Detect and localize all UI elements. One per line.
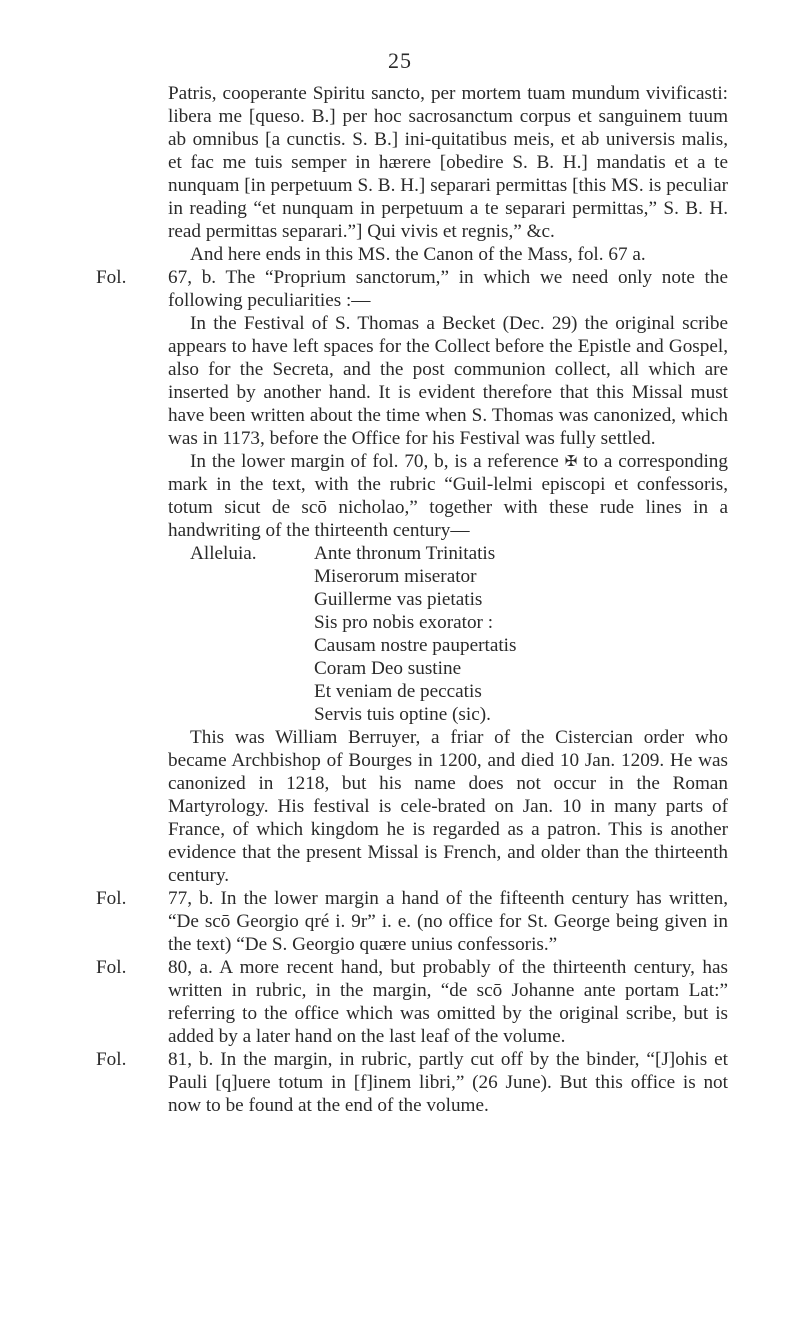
verse-line: Guillerme vas pietatis: [314, 589, 483, 610]
cross-mark-icon: ✠: [564, 452, 578, 470]
page-number: 25: [388, 48, 412, 73]
body-text: [96, 82, 728, 1117]
verse-line: Miserorum miserator: [314, 566, 477, 587]
paragraph-fol-81b: [96, 1048, 728, 1117]
margin-folio-label: Fol.: [96, 267, 127, 288]
paragraph-text: 80, a. A more recent hand, but probably of the thirteenth century, has written in rubric, in the margin, “de scō Johanne ante portam Lat:” referring to the office which was omitted by the original scribe, but is added by a later hand on the last leaf of the volume.: [168, 957, 728, 1047]
margin-folio-label: Fol.: [96, 957, 127, 978]
margin-folio-label: Fol.: [96, 1049, 127, 1070]
verse-line: Causam nostre paupertatis: [314, 635, 517, 656]
verse-line: [168, 542, 728, 565]
paragraph-text: In the Festival of S. Thomas a Becket (Dec. 29) the original scribe appears to have left spaces for the Collect before the Epistle and Gospel, also for the Secreta, and the post communion collect, all which are inserted by another hand. It is evident therefore that this Missal must have been written about the time when S. Thomas was canonized, which was in 1173, before the Office for his Festival was fully settled.: [168, 313, 728, 449]
paragraph-text: This was William Berruyer, a friar of the Cistercian order who became Archbishop of Bourges in 1200, and died 10 Jan. 1209. He was canonized in 1218, but his name does not occur in the Roman Martyrology. His festival is cele-brated on Jan. 10 in many parts of France, of which kingdom he is regarded as a patron. This is another evidence that the present Missal is French, and older than the thirteenth century.: [168, 727, 728, 886]
paragraph-text-after-mark: to a corresponding mark in the text, with the rubric “Guil-lelmi episcopi et confessoris, totum sicut de scō nicholao,” together with these rude lines in a handwriting of the thirteenth century—: [168, 451, 728, 541]
verse-line: Coram Deo sustine: [314, 658, 462, 679]
paragraph-reference-mark: [168, 450, 728, 542]
paragraph-text: 77, b. In the lower margin a hand of the fifteenth century has written, “De scō Georgio qré i. 9r” i. e. (no office for St. George being given in the text) “De S. Georgio quære unius confessoris.”: [168, 888, 728, 955]
paragraph-fol-77b: [96, 887, 728, 956]
paragraph-text: [168, 450, 728, 542]
paragraph-text: 81, b. In the margin, in rubric, partly cut off by the binder, “[J]ohis et Pauli [q]uere totum in [f]inem libri,” (26 June). But this office is not now to be found at the end of the volume.: [168, 1049, 728, 1116]
paragraph-william-berruyer: [168, 726, 728, 887]
verse-line: Et veniam de peccatis: [314, 681, 482, 702]
paragraph-text: And here ends in this MS. the Canon of the Mass, fol. 67 a.: [190, 244, 646, 265]
verse-line: Sis pro nobis exorator :: [314, 612, 494, 633]
paragraph-thomas-becket: [168, 312, 728, 450]
paragraph-fol-67b: [96, 266, 728, 312]
verse-line-text: Ante thronum Trinitatis: [314, 543, 496, 564]
paragraph-text: 67, b. The “Proprium sanctorum,” in which we need only note the following peculiarities :—: [168, 267, 728, 311]
paragraph-fol-80a: [96, 956, 728, 1048]
paragraph-canon-end: [168, 243, 728, 266]
paragraph-canon-prayer: [168, 82, 728, 243]
paragraph-text-before-mark: In the lower margin of fol. 70, b, is a reference: [190, 451, 559, 472]
verse-lead-word: Alleluia.: [190, 543, 257, 564]
alleluia-verse: [168, 542, 728, 726]
margin-folio-label: Fol.: [96, 888, 127, 909]
verse-line: Servis tuis optine (sic).: [314, 704, 491, 725]
paragraph-text: Patris, cooperante Spiritu sancto, per mortem tuam mundum vivificasti: libera me [queso. B.] per hoc sacrosanctum corpus et sanguinem tuum ab omnibus [a cunctis. S. B.] ini-quitatibus meis, et ab universis malis, et fac me tuis semper in hærere [obedire S. B. H.] mandatis et a te nunquam [in perpetuum S. B. H.] separari permittas [this MS. is peculiar in reading “et nunquam in perpetuum a te separari permittas,” S. B. H. read permittas separari.”] Qui vivis et regnis,” &c.: [168, 83, 728, 242]
